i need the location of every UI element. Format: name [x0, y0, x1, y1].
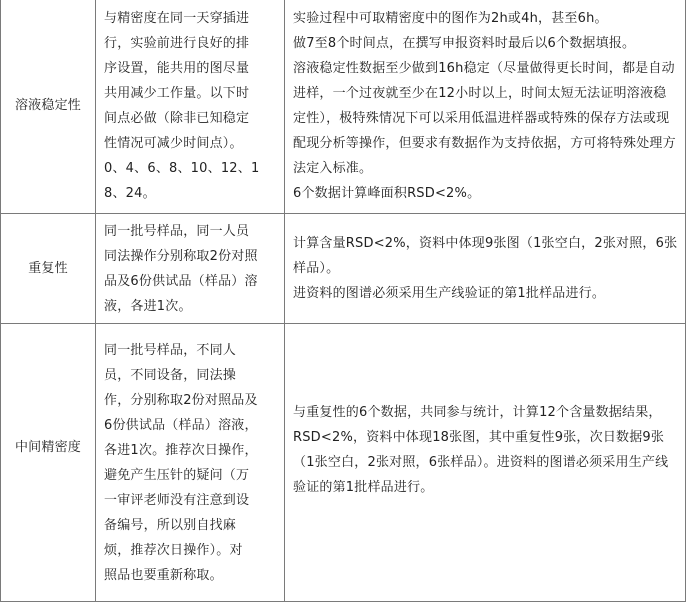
method-line: 备编号，所以别自找麻 — [104, 517, 237, 533]
table-row — [1, 324, 686, 602]
note-paragraph: 进资料的图谱必须采用生产线验证的第1批样品进行。 — [293, 286, 606, 301]
method-line: 间点必做（除非已知稳定 — [104, 110, 250, 126]
category-cell: 中间精密度 — [1, 324, 96, 602]
method-cell — [96, 324, 285, 602]
method-line: 一审评老师没有注意到设 — [104, 492, 250, 508]
category-cell: 重复性 — [1, 214, 96, 324]
table-row — [1, 0, 686, 214]
method-cell — [96, 214, 285, 324]
method-line: 同法操作分别称取2份对照 — [104, 248, 258, 264]
note-cell — [285, 324, 686, 602]
method-line: 同一批号样品，不同人 — [104, 342, 237, 358]
method-line: 0、4、6、8、10、12、1 — [104, 160, 260, 176]
method-line: 品及6份供试品（样品）溶 — [104, 273, 258, 289]
method-line: 作，分别称取2份对照品及 — [104, 392, 258, 408]
method-line: 员，不同设备，同法操 — [104, 367, 237, 383]
note-paragraph: 6个数据计算峰面积RSD<2%。 — [293, 185, 481, 201]
method-line: 同一批号样品，同一人员 — [104, 223, 250, 239]
method-cell — [96, 0, 285, 214]
method-line: 共用减少工作量。以下时 — [104, 85, 250, 101]
method-line: 性情况可减少时间点）。 — [104, 135, 243, 151]
method-line: 序设置，能共用的图尽量 — [104, 60, 250, 76]
method-line: 液，各进1次。 — [104, 298, 192, 314]
note-cell — [285, 0, 686, 214]
method-line: 6份供试品（样品）溶液， — [104, 417, 258, 433]
method-line: 8、24。 — [104, 185, 156, 201]
note-cell — [285, 214, 686, 324]
table-row — [1, 214, 686, 324]
method-line: 与精密度在同一天穿插进 — [104, 10, 250, 26]
note-paragraph: 与重复性的6个数据，共同参与统计，计算12个含量数据结果，RSD<2%，资料中体现18张图，其中重复性9张，次日数据9张（1张空白，2张对照，6张样品）。进资料的图谱必须采用生产线验证的第1批样品进行。 — [293, 404, 669, 495]
method-line: 烦，推荐次日操作）。对 — [104, 542, 243, 558]
category-cell: 溶液稳定性 — [1, 0, 96, 214]
note-paragraph: 实验过程中可取精密度中的图作为2h或4h，甚至6h。 — [293, 10, 608, 26]
method-line: 各进1次。推荐次日操作， — [104, 442, 258, 458]
note-paragraph: 做7至8个时间点，在撰写申报资料时最后以6个数据填报。 — [293, 35, 636, 51]
note-paragraph: 计算含量RSD<2%，资料中体现9张图（1张空白，2张对照，6张样品）。 — [293, 236, 678, 276]
note-paragraph: 溶液稳定性数据至少做到16h稳定（尽量做得更长时间，都是自动进样，一个过夜就至少在12小时以上，时间太短无法证明溶液稳定性），极特殊情况下可以采用低温进样器或特殊的保存方法或现配现分析等操作，但要求有数据作为支持依据，方可将特殊处理方法定入标准。 — [293, 60, 676, 176]
method-line: 照品也要重新称取。 — [104, 567, 223, 583]
method-line: 行，实验前进行良好的排 — [104, 35, 250, 51]
method-line: 避免产生压针的疑问（万 — [104, 467, 250, 483]
